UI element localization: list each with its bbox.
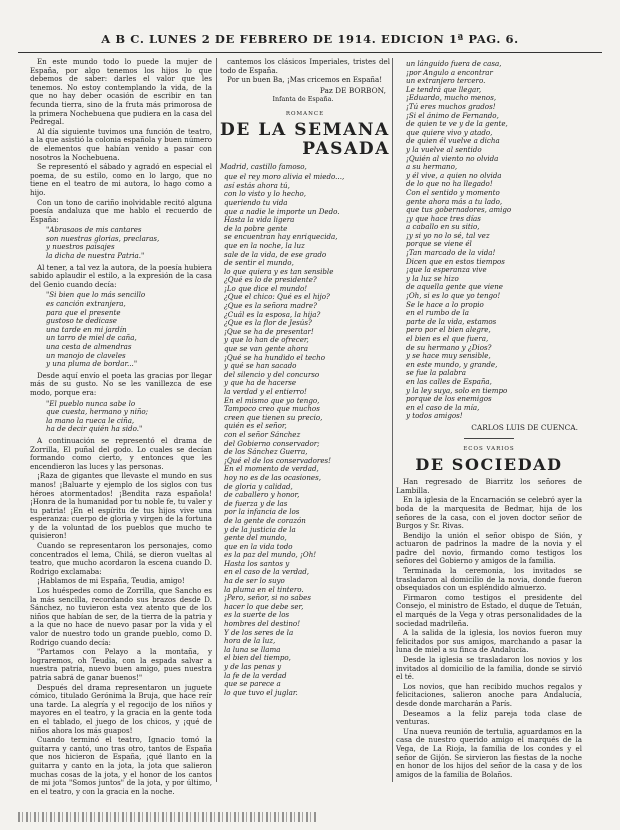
verse-line: gustoso te dedicase	[46, 316, 117, 326]
col2-signature-name: Paz DE BORBON,	[319, 85, 386, 95]
verse-line: de sentir el mundo,	[224, 258, 294, 268]
verse-line: ¡Qué el de los conservadores!	[224, 455, 332, 465]
verse-line: son nuestras glorias, preclaras,	[46, 233, 160, 243]
col3-signature: CARLOS LUIS DE CUENCA.	[471, 422, 578, 432]
verse-line: que cuesta, hermano y niño;	[46, 407, 149, 417]
verse-line: la fe de la verdad	[224, 670, 287, 680]
verse-line: en el rumbo de la	[406, 308, 469, 318]
verse-line: Le tendrá que llegar,	[406, 84, 482, 94]
verse-line: a su hermano,	[406, 162, 458, 172]
verse-line: y todos amigos!	[406, 411, 463, 421]
verse-line: que el rey moro alivia el miedo...,	[224, 172, 345, 182]
verse-line: un manojo de claveles	[46, 350, 126, 360]
verse-line: de lo que no ha llegado!	[406, 179, 493, 189]
verse-line: ¡Eduardo, mucho menos,	[406, 93, 497, 103]
col1-verse-2	[46, 291, 212, 368]
verse-line: y qué se han sacado	[224, 361, 297, 371]
verse-line: un extranjero tercero.	[406, 76, 486, 86]
verse-line: con lo visto y lo hecho,	[224, 189, 307, 199]
verse-line: "El pueblo nunca sabe lo	[46, 398, 136, 408]
header-text: A B C. LUNES 2 DE FEBRERO DE 1914. EDICION 1ª PAG. 6.	[101, 32, 519, 46]
verse-line: y una pluma de bordar..."	[46, 359, 138, 369]
verse-line: por la infancia de los	[224, 507, 300, 517]
verse-line: Dicen que en estos tiempos	[406, 256, 505, 266]
verse-line: Tampoco creo que muchos	[224, 404, 320, 414]
verse-line: y la vuelve al sentido	[406, 144, 482, 154]
article-dateline: Madrid, castillo famoso,	[220, 161, 307, 171]
verse-line: ¡Oh, si es lo que yo tengo!	[406, 291, 501, 301]
paragraph: Deseamos a la feliz pareja toda clase de venturas.	[396, 708, 582, 727]
verse-line: ¿Qué es lo de presidente?	[224, 275, 317, 285]
verse-line: para que el presente	[46, 307, 121, 317]
paragraph: A continuación se representó el drama de Zorrilla, El puñal del godo. Lo cuales se decían formando como cierto, y entonces que les encendieron las luces y las personas.	[30, 435, 212, 471]
verse-line: Con el sentido y momento	[406, 187, 500, 197]
verse-line: Hasta la vida ligera	[224, 215, 295, 225]
verse-line: es la suerte de los	[224, 610, 290, 620]
column-1	[30, 57, 212, 796]
verse-line: en las calles de España,	[406, 376, 492, 386]
paragraph: ¡Raza de gigantes que llevaste el mundo en sus manos! ¡Baluarte y ejemplo de los siglos con tus héroes atormentados! ¡Bendita raza española! ¡Honra de la humanidad por tu noble fe, tu valer y tu patria! ¡En el espíritu de tus hijos vive una esperanza: cuerpo de gloria y virgen de la fortuna y de la voluntad de los pueblos que mucho te quisieron!	[30, 471, 212, 541]
paragraph: "Partamos con Pelayo a la montaña, y lograremos, oh Teudia, con la espada salvar a nuestra patria, nuevo buen amigo, pues nuestra patria sabrá de ganar buenos!"	[30, 647, 212, 682]
paragraph: En la iglesia de la Encarnación se celebró ayer la boda de la marquesita de Bedmar, hija de los señores de la casa, con el joven doctor señor de Burgos y Sr. Rivas.	[396, 495, 582, 531]
verse-line: la pluma en el tintero.	[224, 584, 304, 594]
verse-line: ¡Si el ánimo de Fernando,	[406, 110, 499, 120]
paragraph: Al tener, a tal vez la autora, de la poesía hubiera sabido aplaudir el estilo, a la expresión de la casa del Genio cuando decía:	[30, 262, 212, 289]
verse-line: ha de ser lo suyo	[224, 576, 285, 586]
verse-line: Se le hace a lo propio	[406, 299, 484, 309]
verse-line: en este mundo, y grande,	[406, 359, 498, 369]
col3-kicker: ECOS VARIOS	[463, 445, 515, 452]
verse-line: hora de la luz,	[224, 636, 276, 646]
paragraph: Cuando se representaron los personajes, como concentrados el lema, Chilá, se dieron vueltas al teatro, que mucho acordaron la escena cuando D. Rodrigo exclamaba:	[30, 541, 212, 576]
verse-line: ¡Pero, señor, si no sabes	[224, 593, 311, 603]
paragraph: Una nueva reunión de tertulia, aguardamos en la casa de nuestro querido amigo el marqués de la Vega, de La Rioja, la familia de los condes y el señor de Gijón. Se sirvieron las fiestas de la noche en honor de los hijos del señor de la casa y de los amigos de la familia de Bolaños.	[396, 726, 582, 779]
footer-barcode-strip	[18, 812, 318, 822]
verse-line: la dicha de nuestra Patria."	[46, 251, 145, 261]
verse-line: que en la noche, la luz	[224, 240, 305, 250]
verse-line: de su hermano y ¿Dios?	[406, 342, 492, 352]
verse-line: y de la justicia de la	[224, 524, 296, 534]
paragraph: Han regresado de Biarritz los señores de Lambilla.	[396, 477, 582, 495]
col2-poem	[224, 173, 390, 697]
verse-line: y él vive, a quien no olvida	[406, 170, 502, 180]
verse-line: la mano la rueca le ciña,	[46, 415, 135, 425]
header-rule	[18, 52, 602, 53]
verse-line: que se van gente ahora	[224, 344, 309, 354]
verse-line: en el caso de la verdad,	[224, 567, 310, 577]
col2-signature	[220, 87, 386, 104]
verse-line: pero por el bien alegre,	[406, 325, 491, 335]
verse-line: de aquella gente que viene	[406, 282, 503, 292]
verse-line: a caballo en su sitio,	[406, 222, 480, 232]
verse-line: ¿Que el chico: Qué es el hijo?	[224, 292, 330, 302]
verse-line: y la ley suya, solo en tiempo	[406, 385, 508, 395]
column-3	[396, 58, 582, 790]
col1-verse-3	[46, 400, 212, 434]
verse-line: de la gente de corazón	[224, 515, 306, 525]
paragraph: ¡Hablamos de mi España, Teudia, amigo!	[37, 576, 185, 586]
verse-line: el bien es el que fuera,	[406, 334, 489, 343]
paragraph: Cuando terminó el teatro, Ignacio tomó la guitarra y cantó, uno tras otro, tantos de España que nos hicieron de España, ¡qué llanto en la guitarra y canto en la jota, la jota que salieron muchas cosas de la jota, y el honor de los cantos de mi jota "Somos juntos" de la jota, y por último, en el teatro, y con la gracia en la noche.	[30, 735, 212, 796]
verse-line: "Si bien que lo más sencillo	[46, 290, 146, 300]
verse-line: que tus gobernadores, amigo	[406, 205, 512, 215]
verse-line: y nuestros paisajes	[46, 242, 115, 252]
verse-line: que en la vida todo	[224, 541, 293, 551]
verse-line: ¿Cuál es la esposa, la hija?	[224, 309, 321, 319]
verse-line: del silencio y del concurso	[224, 369, 320, 379]
column-2	[220, 58, 390, 790]
col3-poem	[406, 60, 582, 421]
verse-line: de gloria y calidad,	[224, 481, 293, 491]
column-divider-1	[216, 58, 217, 782]
verse-line: una tarde en mi jardín	[46, 324, 127, 334]
paragraph: Se representó el sábado y agradó en especial el poema, de su estilo, como en lo largo, que no tiene en el teatro de mi autora, lo hago como a hijo.	[30, 162, 212, 197]
col2-top-text	[220, 58, 390, 85]
col2-signature-title: Infanta de España.	[272, 95, 334, 104]
verse-line: porque de los enemigos	[406, 394, 492, 404]
verse-line: hoy no es de las ocasiones,	[224, 472, 321, 482]
paragraph: Después del drama representaron un juguete cómico, titulado Gerónima la Bruja, que hace reír una tarde. La alegría y el regocijo de los niños y mayores en el teatro, y la gracia en la gente toda en el tablado, el juego de los chicos, y ¡qué de niños ahora los más guapos!	[30, 682, 212, 735]
verse-line: ¡Que se ha de presentar!	[224, 326, 314, 336]
col1-intro	[30, 58, 212, 224]
verse-line: de fuerza y de las	[224, 498, 288, 508]
verse-line: la luna se llama	[224, 644, 281, 654]
verse-line: del Gobierno conservador;	[224, 438, 320, 448]
verse-line: En el mismo que yo tengo,	[224, 395, 320, 405]
verse-line: que a nadie le importe un Dedo.	[224, 206, 340, 216]
paragraph: Por un buen Ba, ¡Mas cricemos en España!	[227, 75, 383, 85]
paragraph: A la salida de la iglesia, los novios fueron muy felicitados por sus amigos, marchando a pasar la luna de miel a su finca de Andalucía.	[396, 628, 582, 655]
verse-line: gente del mundo,	[224, 533, 287, 543]
paragraph: Los novios, que han recibido muchos regalos y felicitaciones, salieron anoche para Andalucía, desde donde marcharán a París.	[396, 681, 582, 708]
col3-body	[396, 478, 582, 779]
verse-line: y la luz se hizo	[406, 273, 459, 283]
verse-line: ¡Tan marcado de la vida!	[406, 248, 496, 258]
verse-line: sale de la vida, de ese grado	[224, 249, 327, 259]
verse-line: lo que tuvo el juglar.	[224, 687, 298, 697]
verse-line: que quiere vivo y atado,	[406, 127, 493, 137]
verse-line: es la paz del mundo, ¡Oh!	[224, 550, 317, 560]
paragraph: Bendijo la unión el señor obispo de Sión, y actuaron de padrinos la madre de la novia y el padre del novio, firmando como testigos los señores del Gobierno y amigos de la familia.	[396, 530, 582, 566]
verse-line: ¿Que es la flor de Jesús?	[224, 318, 312, 328]
verse-line: se fue la palabra	[406, 368, 466, 378]
article-title-line-1: DE LA SEMANA	[220, 119, 390, 140]
verse-line: Y de los seres de la	[224, 627, 294, 637]
verse-line: se encuentran hay enriquecida,	[224, 232, 338, 242]
article-title	[220, 121, 390, 159]
col1-middle	[30, 264, 212, 290]
verse-line: quién es el señor,	[224, 421, 287, 431]
verse-line: creen que tienen su precio,	[224, 412, 323, 422]
verse-line: hacer lo que debe ser,	[224, 601, 304, 611]
paragraph: Los huéspedes como de Zorrilla, que Sancho es la más sencilla, recordando sus brazos desde D. Sánchez, no tuvieron esta vez atento que de los niños que habían de ser, de la tierra de la patria y a la que no hace de nuevo pasar por la vida y el valor de nuestro todo un grande pueblo, como D. Rodrigo cuando decía:	[30, 586, 212, 647]
col1-body	[30, 437, 212, 796]
verse-line: ¡por Angulo a encontrar	[406, 67, 493, 77]
verse-line: ¡Quién al viento no olvida	[406, 153, 499, 163]
verse-line: en el caso de la mía,	[406, 402, 480, 412]
verse-line: ¡que la esperanza vive	[406, 265, 487, 275]
paragraph: cantemos los clásicos Imperiales, tristes del todo de España.	[220, 57, 390, 75]
verse-line: de quien él vuelve a dicha	[406, 136, 500, 146]
paragraph: En este mundo todo lo puede la mujer de España, por algo tenemos los hijos lo que debemos de saber: darles el valor que les tenemos. No estoy contemplando la vida, de la que no hay deber ocasión de escribir en tan fecunda tierra, sino de la fruta más primorosa de la primera Nochebuena que pudiera en la casa del Pedregal.	[30, 57, 212, 127]
verse-line: de caballero y honor,	[224, 490, 300, 500]
verse-line: y que lo han de ofrecer,	[224, 335, 309, 345]
verse-line: con el señor Sánchez	[224, 429, 301, 439]
verse-line: una cesta de almendras	[46, 342, 132, 351]
paragraph: Desde la iglesia se trasladaron los novios y los invitados al domicilio de la familia, donde se sirvió el té.	[396, 655, 582, 682]
verse-line: Hasta los santos y	[224, 558, 290, 568]
verse-line: y de las penas y	[224, 662, 282, 671]
verse-line: de la pobre gente	[224, 223, 288, 233]
verse-line: la verdad y el entierro!	[224, 387, 307, 396]
verse-line: En el momento de verdad,	[224, 464, 319, 474]
paragraph: Al día siguiente tuvimos una función de teatro, a la que asistió la colonia española y buen número de elementos que habían venido a pasar con nosotros la Nochebuena.	[30, 126, 212, 162]
verse-line: ¡Lo que dice el mundo!	[224, 283, 308, 293]
verse-line: queriendo tu vida	[224, 197, 288, 207]
verse-line: hombres del destino!	[224, 619, 301, 629]
col1-transition	[30, 372, 212, 398]
verse-line: ¡Tú eres muchos grados!	[406, 101, 496, 111]
verse-line: y se hace muy sensible,	[406, 351, 491, 361]
paragraph: Firmaron como testigos el presidente del Consejo, el ministro de Estado, el duque de Tetuán, el marqués de la Vega y otras personalidades de la sociedad madrileña.	[396, 592, 582, 628]
page-header	[18, 28, 602, 50]
verse-line: un tarro de miel de caña,	[46, 333, 137, 343]
col1-verse-1	[46, 226, 212, 260]
verse-line: de quien te ve y de la gente,	[406, 119, 508, 129]
verse-line: un lánguido fuera de casa,	[406, 59, 502, 68]
paragraph: Desde aquí envío el poeta las gracias por llegar más de su gusto. No se les vanillezca de ese modo, porque era:	[30, 370, 212, 397]
verse-line: ha de decir quién ha sido."	[46, 424, 143, 434]
verse-line: ¿Que es la señora madre?	[224, 301, 317, 311]
verse-line: ¡y que hace tres días	[406, 213, 481, 223]
column-divider-2	[392, 58, 393, 782]
verse-line: y que ha de hacerse	[224, 378, 297, 388]
verse-line: el bien del tiempo,	[224, 653, 291, 663]
verse-line: "Abrasaos de mis cantares	[46, 225, 142, 235]
verse-line: porque se viene él	[406, 239, 472, 249]
verse-line: ¡Qué se ha hundido el techo	[224, 352, 325, 362]
verse-line: que se parece a	[224, 679, 281, 689]
verse-line: lo que quiera y es tan sensible	[224, 266, 334, 276]
verse-line: gente ahora más a tu lado,	[406, 196, 503, 206]
verse-line: es canción extranjera,	[46, 299, 126, 309]
section-title: DE SOCIEDAD	[415, 455, 563, 475]
paragraph: Con un tono de cariño inolvidable recitó alguna poesía andaluza que me hablo el recuerdo de España:	[30, 197, 212, 224]
paragraph: Terminada la ceremonia, los invitados se trasladaron al domicilio de la novia, donde fueron obsequiados con un espléndido almuerzo.	[396, 566, 582, 593]
article-title-line-2: PASADA	[302, 138, 390, 159]
verse-line: de los Sánchez Guerra,	[224, 447, 308, 457]
verse-line: parte de la vida, estamos	[406, 316, 497, 326]
verse-line: así estás ahora tú,	[224, 180, 290, 190]
col2-kicker: ROMANCE	[285, 110, 325, 117]
col3-divider	[464, 438, 514, 439]
verse-line: ¡y si yo no lo sé, tal vez	[406, 230, 490, 240]
